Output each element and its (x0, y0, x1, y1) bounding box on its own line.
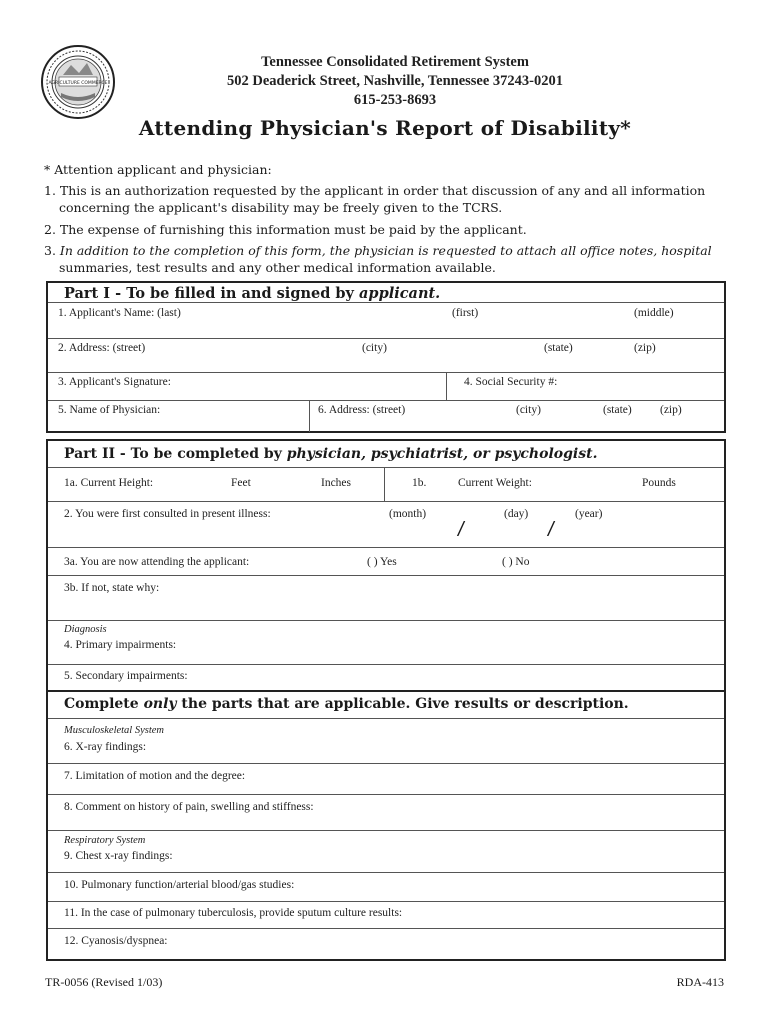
part-2-title-plain: Part II - To be completed by (64, 446, 287, 462)
height-field[interactable] (48, 467, 384, 501)
attending-row (48, 547, 724, 568)
state-seal-icon (41, 45, 115, 119)
not-attending-reason-row[interactable] (48, 575, 724, 619)
applicant-name-middle: (middle) (634, 307, 674, 319)
attending-no-checkbox[interactable]: ( ) No (502, 556, 530, 568)
applicant-name-first: (first) (452, 307, 479, 319)
height-label: 1a. Current Height: (64, 477, 154, 489)
ssn-field[interactable] (447, 372, 724, 400)
physician-address-state: (state) (603, 404, 632, 416)
first-consulted-label: 2. You were first consulted in present illness: (64, 508, 271, 520)
first-consulted-row[interactable] (48, 501, 724, 547)
applicant-signature-field[interactable] (48, 372, 446, 400)
form-code: RDA-413 (676, 975, 724, 989)
applicant-address-state: (state) (544, 342, 573, 354)
primary-impairments-label: 4. Primary impairments: (64, 639, 177, 651)
part-1-section (46, 281, 726, 433)
cyanosis-label: 12. Cyanosis/dyspnea: (64, 935, 168, 947)
xray-findings-row[interactable] (48, 718, 724, 762)
part-1-title (64, 285, 440, 302)
applicant-address-city: (city) (362, 342, 387, 354)
weight-label: Current Weight: (458, 477, 532, 489)
limitation-row[interactable] (48, 763, 724, 782)
musculoskeletal-heading: Musculoskeletal System (64, 725, 165, 736)
part-2-section (46, 439, 726, 961)
ssn-label: 4. Social Security #: (464, 376, 558, 388)
intro-item-1-line-2: concerning the applicant's disability may be freely given to the TCRS. (59, 200, 503, 215)
form-number: TR-0056 (Revised 1/03) (45, 975, 163, 989)
diagnosis-heading: Diagnosis (64, 624, 107, 635)
primary-impairments-row[interactable] (48, 620, 724, 664)
pulmonary-function-label: 10. Pulmonary function/arterial blood/gas studies: (64, 879, 295, 891)
org-address: 502 Deaderick Street, Nashville, Tennessee 37243-0201 (226, 73, 564, 89)
inches-label: Inches (321, 477, 352, 489)
org-name: Tennessee Consolidated Retirement System (261, 54, 529, 70)
attending-yes-checkbox[interactable]: ( ) Yes (367, 556, 397, 568)
svg-text:AGRICULTURE COMMERCE: AGRICULTURE COMMERCE (48, 81, 108, 86)
complete-applicable-instruction (64, 696, 629, 712)
xray-findings-label: 6. X-ray findings: (64, 741, 147, 753)
physician-address-city: (city) (516, 404, 541, 416)
applicant-address-zip: (zip) (634, 342, 656, 354)
attention-note: * Attention applicant and physician: (44, 162, 272, 177)
physician-name-label: 5. Name of Physician: (58, 404, 161, 416)
limitation-label: 7. Limitation of motion and the degree: (64, 770, 246, 782)
tuberculosis-row[interactable] (48, 901, 724, 919)
feet-label: Feet (231, 477, 251, 489)
secondary-impairments-label: 5. Secondary impairments: (64, 670, 188, 682)
not-attending-reason-label: 3b. If not, state why: (64, 582, 160, 594)
month-label: (month) (389, 508, 427, 520)
day-label: (day) (504, 508, 529, 520)
physician-name-field[interactable] (48, 400, 309, 431)
cyanosis-row[interactable] (48, 928, 724, 947)
weight-number: 1b. (412, 477, 427, 489)
year-label: (year) (575, 508, 603, 520)
physician-address-label: 6. Address: (street) (318, 404, 406, 416)
instruction-emphasis: only (143, 696, 177, 712)
part-1-title-plain: Part I - To be filled in and signed by (64, 285, 360, 302)
chest-xray-row[interactable] (48, 830, 724, 872)
physician-address-zip: (zip) (660, 404, 682, 416)
attending-label: 3a. You are now attending the applicant: (64, 556, 250, 568)
respiratory-heading: Respiratory System (64, 835, 146, 846)
date-slash-2: / (548, 519, 554, 541)
physician-address-field[interactable] (310, 400, 724, 431)
intro-item-3-line-1: In addition to the completion of this form, the physician is requested to attach all office notes, hospital (59, 243, 712, 258)
applicant-address-row[interactable] (48, 338, 724, 354)
part-2-title-italic: physician, psychiatrist, or psychologist. (286, 446, 598, 462)
chest-xray-label: 9. Chest x-ray findings: (64, 850, 173, 862)
part-1-title-italic: applicant. (359, 285, 441, 302)
applicant-address-label: 2. Address: (street) (58, 342, 146, 354)
intro-item-1-line-1: 1. This is an authorization requested by the applicant in order that discussion of any and all information (44, 183, 706, 198)
weight-field[interactable] (385, 467, 724, 501)
intro-item-2: 2. The expense of furnishing this information must be paid by the applicant. (44, 222, 527, 237)
pounds-label: Pounds (642, 477, 676, 489)
form-title: Attending Physician's Report of Disability* (138, 116, 632, 140)
applicant-name-row[interactable] (48, 302, 724, 319)
part-2-title (64, 446, 597, 462)
org-phone: 615-253-8693 (353, 92, 437, 108)
instruction-part-c: the parts that are applicable. Give results or description. (176, 696, 629, 712)
instruction-part-a: Complete (64, 696, 144, 712)
pain-history-label: 8. Comment on history of pain, swelling and stiffness: (64, 801, 314, 813)
intro-item-3-number: 3. (44, 243, 60, 258)
pain-history-row[interactable] (48, 794, 724, 813)
date-slash-1: / (458, 519, 464, 541)
tuberculosis-label: 11. In the case of pulmonary tuberculosis, provide sputum culture results: (64, 907, 403, 919)
secondary-impairments-row[interactable] (48, 664, 724, 682)
pulmonary-function-row[interactable] (48, 872, 724, 891)
intro-item-3-line-2: summaries, test results and any other medical information available. (59, 260, 496, 275)
applicant-signature-label: 3. Applicant's Signature: (58, 376, 171, 388)
instruction-row (48, 690, 724, 712)
applicant-name-label: 1. Applicant's Name: (last) (58, 307, 181, 319)
